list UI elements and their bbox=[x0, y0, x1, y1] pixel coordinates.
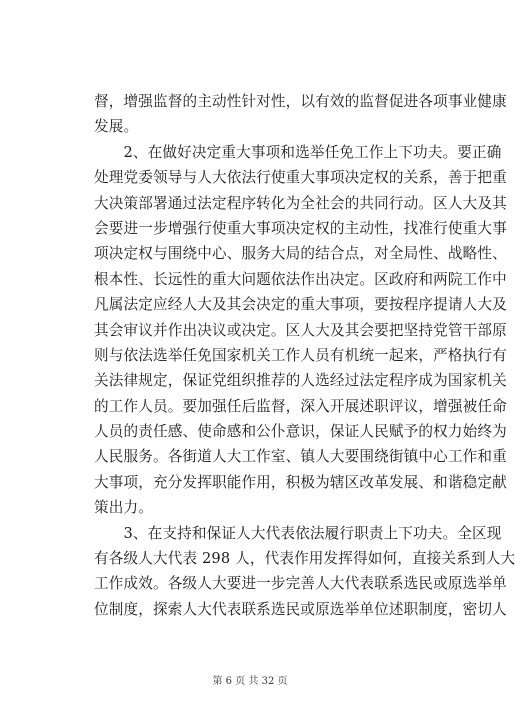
text-line: 3、在支持和保证人大代表依法履行职责上下功夫。全区现 bbox=[94, 524, 502, 542]
text-line: 策出力。 bbox=[94, 499, 153, 517]
body-text bbox=[94, 89, 515, 622]
text-line: 人员的责任感、使命感和公仆意识，保证人民赋予的权力始终为 bbox=[94, 423, 507, 441]
text-line: 其会审议并作出决议或决定。区人大及其会要把坚持党管干部原 bbox=[94, 321, 507, 339]
text-line: 会要进一步增强行使重大事项决定权的主动性，找准行使重大事 bbox=[94, 219, 507, 237]
text-line: 人民服务。各街道人大工作室、镇人大要围绕街镇中心工作和重 bbox=[94, 448, 507, 466]
page-number-label: 第 6 页 共 32 页 bbox=[212, 676, 288, 687]
text-line: 关法律规定，保证党组织推荐的人选经过法定程序成为国家机关 bbox=[94, 372, 507, 390]
text-line: 的工作人员。要加强任后监督，深入开展述职评议，增强被任命 bbox=[94, 397, 507, 415]
text-line: 根本性、长远性的重大问题依法作出决定。区政府和两院工作中 bbox=[94, 270, 507, 288]
text-line: 发展。 bbox=[94, 118, 139, 136]
text-line: 大决策部署通过法定程序转化为全社会的共同行动。区人大及其 bbox=[94, 194, 507, 212]
text-line: 工作成效。各级人大要进一步完善人大代表联系选民或原选举单 bbox=[94, 575, 507, 593]
text-line: 大事项，充分发挥职能作用，积极为辖区改革发展、和谐稳定献 bbox=[94, 473, 507, 491]
text-line: 督，增强监督的主动性针对性，以有效的监督促进各项事业健康 bbox=[94, 93, 507, 110]
text-line: 位制度，探索人大代表联系选民或原选举单位述职制度，密切人 bbox=[94, 600, 507, 618]
page-footer bbox=[0, 672, 500, 687]
text-line: 项决定权与围绕中心、服务大局的结合点，对全局性、战略性、 bbox=[94, 245, 507, 263]
text-line: 处理党委领导与人大依法行使重大事项决定权的关系，善于把重 bbox=[94, 169, 507, 187]
text-line: 有各级人大代表 298 人，代表作用发挥得如何，直接关系到人大 bbox=[94, 550, 515, 568]
text-line: 2、在做好决定重大事项和选举任免工作上下功夫。要正确 bbox=[94, 143, 502, 161]
text-line: 则与依法选举任免国家机关工作人员有机统一起来，严格执行有 bbox=[94, 346, 507, 364]
text-line: 凡属法定应经人大及其会决定的重大事项，要按程序提请人大及 bbox=[94, 296, 507, 314]
